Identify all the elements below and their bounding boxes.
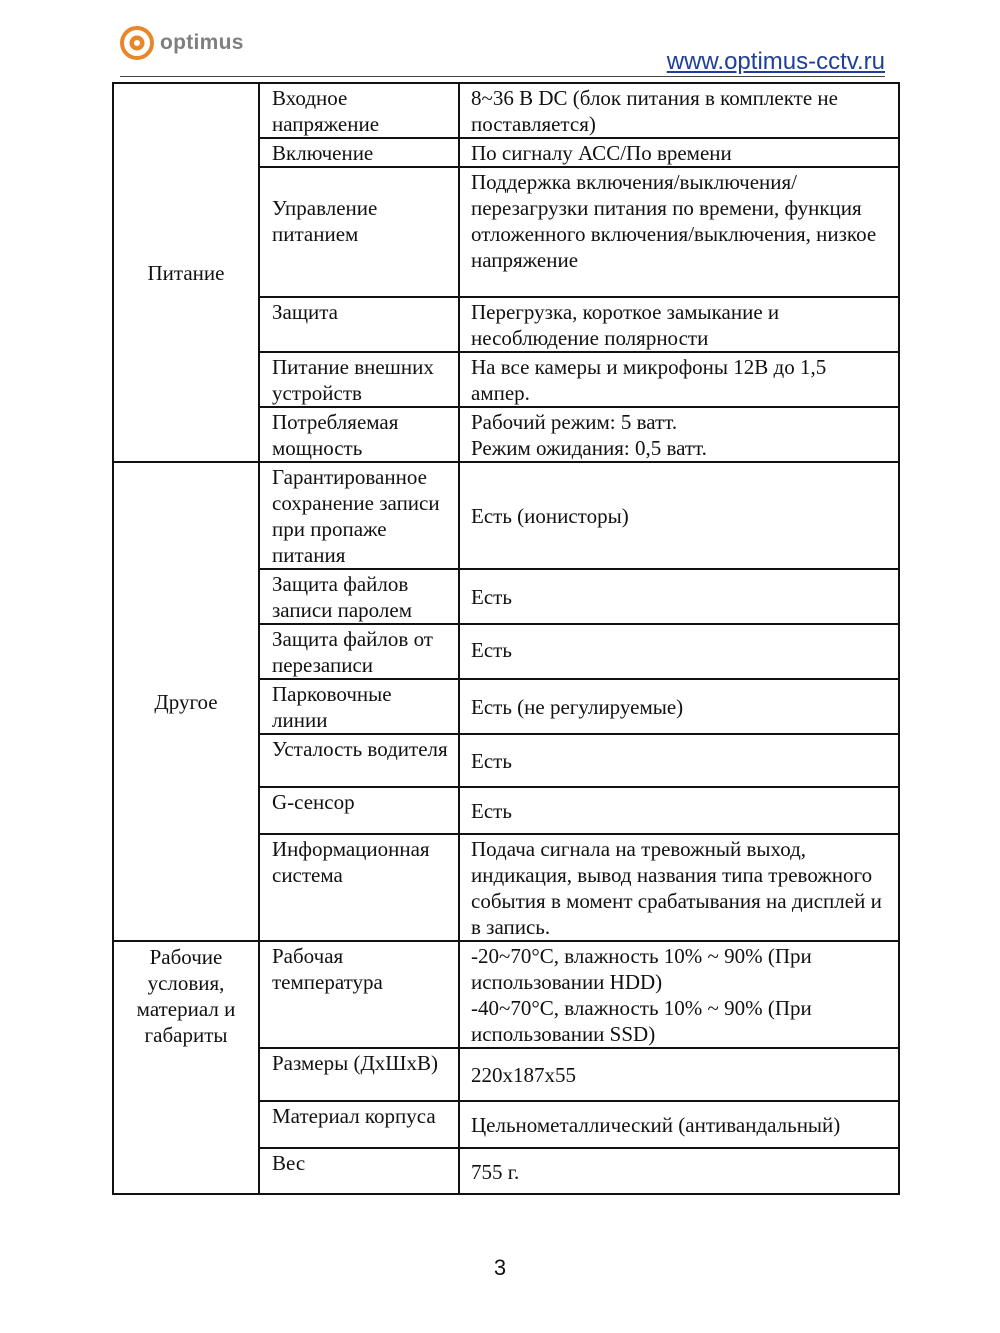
table-row <box>113 941 899 1048</box>
table-row <box>113 462 899 569</box>
value-cell: На все камеры и микрофоны 12В до 1,5 ампер. <box>459 352 899 407</box>
value-cell: Есть <box>459 624 899 679</box>
section-other: Другое <box>113 462 259 941</box>
param-cell: Информационная система <box>259 834 459 941</box>
param-cell: Вес <box>259 1148 459 1194</box>
value-cell: 220х187х55 <box>459 1048 899 1101</box>
value-cell: Есть (ионисторы) <box>459 462 899 569</box>
value-line: Режим ожидания: 0,5 ватт. <box>471 436 707 460</box>
value-cell: Цельнометаллический (антивандальный) <box>459 1101 899 1148</box>
site-url-link[interactable]: www.optimus-cctv.ru <box>666 48 885 75</box>
spec-table <box>112 82 900 1195</box>
param-cell: Материал корпуса <box>259 1101 459 1148</box>
param-cell: Размеры (ДхШхВ) <box>259 1048 459 1101</box>
value-cell: Подача сигнала на тревожный выход, индикация, вывод названия типа тревожного события в момент срабатывания на дисплей и в запись. <box>459 834 899 941</box>
section-env: Рабочие условия, материал и габариты <box>113 941 259 1194</box>
param-cell: Рабочая температура <box>259 941 459 1048</box>
param-cell: Защита файлов от перезаписи <box>259 624 459 679</box>
value-line: -20~70°С, влажность 10% ~ 90% (При использовании HDD) <box>471 944 812 994</box>
param-cell: Потребляемая мощность <box>259 407 459 462</box>
value-line: -40~70°С, влажность 10% ~ 90% (При использовании SSD) <box>471 996 812 1046</box>
table-row <box>113 83 899 138</box>
page-number: 3 <box>493 1255 507 1280</box>
param-cell: Питание внешних устройств <box>259 352 459 407</box>
param-cell: Включение <box>259 138 459 167</box>
param-cell: Гарантированное сохранение записи при пропаже питания <box>259 462 459 569</box>
param-cell: Защита файлов записи паролем <box>259 569 459 624</box>
value-cell: 755 г. <box>459 1148 899 1194</box>
value-cell <box>459 941 899 1048</box>
value-cell <box>459 407 899 462</box>
param-cell: Входное напряжение <box>259 83 459 138</box>
param-cell: Управление питанием <box>259 167 459 297</box>
value-cell: Есть <box>459 787 899 834</box>
value-cell: Есть <box>459 734 899 787</box>
value-cell: Есть <box>459 569 899 624</box>
value-cell: 8~36 В DC (блок питания в комплекте не поставляется) <box>459 83 899 138</box>
param-cell: Защита <box>259 297 459 352</box>
logo <box>120 26 244 60</box>
value-cell: Перегрузка, короткое замыкание и несоблюдение полярности <box>459 297 899 352</box>
param-cell: G-сенсор <box>259 787 459 834</box>
section-power: Питание <box>113 83 259 462</box>
value-line: Рабочий режим: 5 ватт. <box>471 410 678 434</box>
value-cell: Есть (не регулируемые) <box>459 679 899 734</box>
value-cell: Поддержка включения/выключения/ перезагрузки питания по времени, функция отложенного включения/выключения, низкое напряжение <box>459 167 899 297</box>
param-cell: Усталость водителя <box>259 734 459 787</box>
param-cell: Парковочные линии <box>259 679 459 734</box>
logo-text: optimus <box>160 31 244 54</box>
value-cell: По сигналу АСС/По времени <box>459 138 899 167</box>
optimus-logo-icon <box>120 26 154 60</box>
header-rule <box>120 76 885 77</box>
